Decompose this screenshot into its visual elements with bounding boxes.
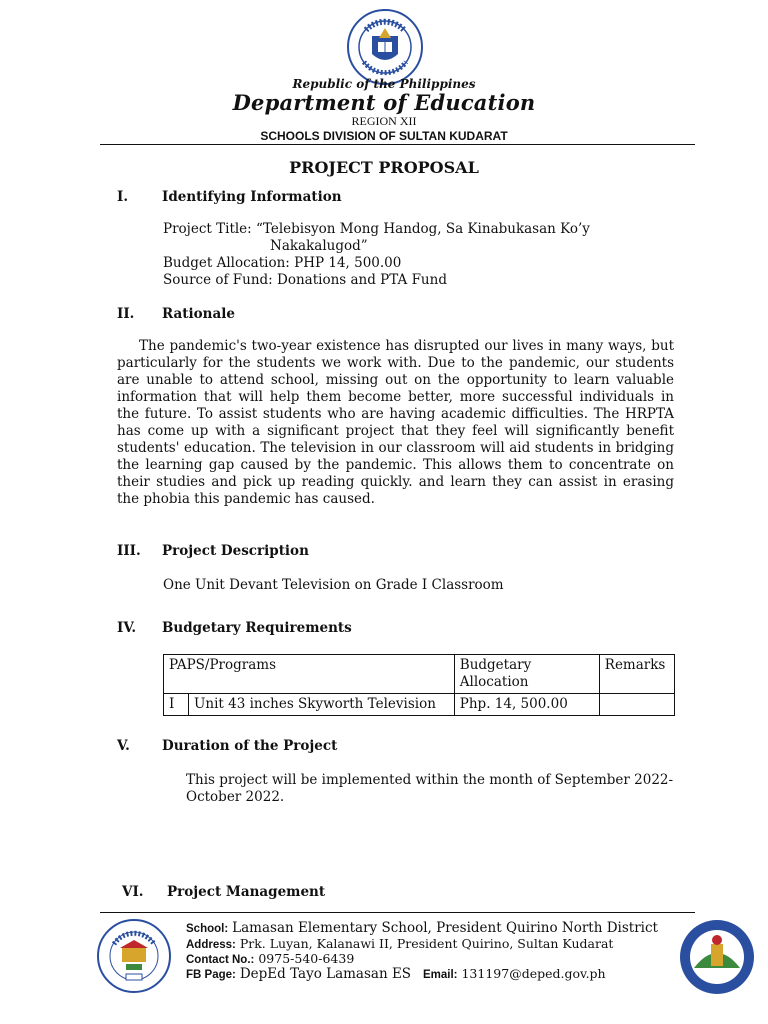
region-label: REGION XII (351, 114, 417, 128)
contact-value: 0975-540-6439 (258, 951, 355, 966)
school-seal-logo (96, 918, 172, 994)
contact-label: Contact No.: (186, 954, 255, 966)
budget-table (163, 654, 675, 716)
project-title-line2: Nakakalugod” (270, 238, 368, 254)
table-header-row (164, 655, 675, 694)
section-heading-management (122, 884, 422, 902)
row-remarks (599, 694, 674, 716)
section-heading-budget (117, 620, 417, 638)
division-seal-logo (678, 918, 756, 996)
section-label: Duration of the Project (162, 738, 338, 754)
department-heading: Department of Education (232, 90, 536, 115)
section-number: III. (117, 543, 141, 559)
section-label: Project Management (167, 884, 326, 900)
school-name: Lamasan Elementary School, President Quirino North District (232, 920, 658, 936)
address-value: Prk. Luyan, Kalanawi II, President Quirino, Sultan Kudarat (239, 936, 614, 951)
section-number: I. (117, 189, 129, 205)
footer-divider (100, 912, 695, 913)
source-of-fund: Source of Fund: Donations and PTA Fund (163, 272, 447, 288)
header-paps: PAPS/Programs (164, 655, 455, 694)
section-label: Project Description (162, 543, 309, 559)
section-number: VI. (122, 884, 144, 900)
document-title: PROJECT PROPOSAL (289, 158, 479, 177)
duration-text: This project will be implemented within the month of September 2022- October 2022. (186, 772, 674, 805)
budget-allocation: Budget Allocation: PHP 14, 500.00 (163, 255, 402, 271)
division-label: SCHOOLS DIVISION OF SULTAN KUDARAT (260, 129, 508, 143)
header-divider (100, 144, 695, 145)
section-heading-description (117, 543, 417, 561)
section-heading-identifying (117, 189, 417, 207)
email-label: Email: (422, 969, 458, 981)
republic-heading: Republic of the Philippines (292, 77, 476, 91)
project-description: One Unit Devant Television on Grade I Classroom (163, 577, 504, 593)
footer-school (186, 920, 658, 937)
section-number: II. (117, 306, 135, 322)
section-number: IV. (117, 620, 137, 636)
row-number: I (164, 694, 189, 716)
footer-fb-email (186, 966, 606, 983)
table-row (164, 694, 675, 716)
section-label: Budgetary Requirements (162, 620, 352, 636)
row-amount: Php. 14, 500.00 (454, 694, 599, 716)
section-heading-rationale (117, 306, 417, 324)
header-allocation: Budgetary Allocation (454, 655, 599, 694)
email-value[interactable]: 131197@deped.gov.ph (461, 966, 606, 981)
deped-seal-logo (342, 8, 428, 86)
fb-value[interactable]: DepEd Tayo Lamasan ES (239, 966, 412, 982)
project-title-line1: Project Title: “Telebisyon Mong Handog, Sa Kinabukasan Ko’y (163, 221, 590, 237)
school-label: School: (186, 923, 229, 935)
section-heading-duration (117, 738, 417, 756)
fb-label: FB Page: (186, 969, 236, 981)
row-item: Unit 43 inches Skyworth Television (189, 694, 455, 716)
section-label: Rationale (162, 306, 235, 322)
rationale-paragraph: The pandemic's two-year existence has disrupted our lives in many ways, but particularly for the students we work with. Due to the pandemic, our students are unable to attend school, missing out on the opportunity to learn valuable information that will help them become better, more successful individuals in the future. To assist students who are having academic difficulties. The HRPTA has come up with a significant project that they feel will significantly benefit students' education. The television in our classroom will aid students in bridging the learning gap caused by the pandemic. This allows them to concentrate on their studies and pick up reading quickly. and learn they can assist in erasing the phobia this pandemic has caused. (117, 338, 674, 507)
section-label: Identifying Information (162, 189, 342, 205)
header-remarks: Remarks (599, 655, 674, 694)
address-label: Address: (186, 939, 236, 951)
section-number: V. (117, 738, 130, 754)
